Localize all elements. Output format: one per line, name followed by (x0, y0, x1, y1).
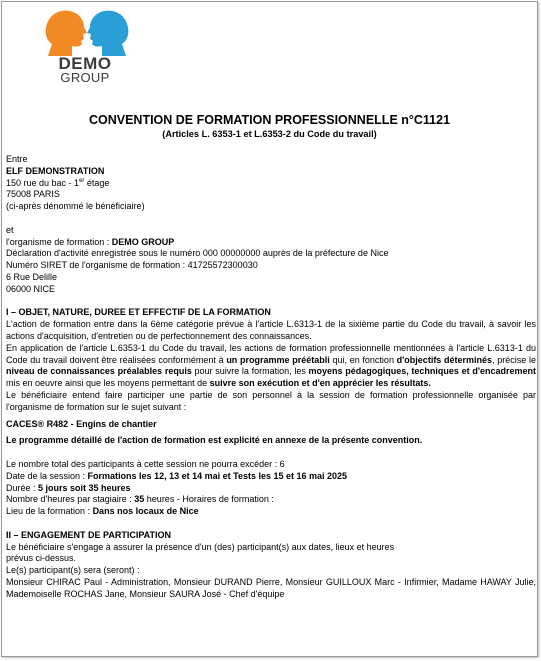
logo-wordmark (45, 54, 125, 85)
section-2-heading: II – ENGAGEMENT DE PARTICIPATION (6, 529, 172, 540)
course-title: CACES® R482 - Engins de chantier (6, 418, 157, 429)
training-org: l'organisme de formation : DEMO GROUP (6, 236, 175, 247)
beneficiary-designation: (ci-après dénommé le bénéficiaire) (6, 201, 145, 212)
document-title: CONVENTION DE FORMATION PROFESSIONNELLE n°C1121 (88, 113, 451, 127)
training-location: Lieu de la formation : Dans nos locaux de Nice (6, 506, 199, 517)
document-subtitle: (Articles L. 6353-1 et L.6353-2 du Code du travail) (162, 129, 377, 139)
section-2-paragraph-1b: prévus ci-dessus. (6, 553, 77, 564)
beneficiary-name: ELF DEMONSTRATION (6, 165, 105, 176)
section-1-paragraph-2: En application de l'article L.6353-1 du Code du travail, les actions de formation professionnelle mentionnées à l'article L.6313-1 du Code du travail doivent être réalisées conformément à un programme préétabli qui, en fonction d'objectifs déterminés, précise le niveau de connaissances préalables requis pour suivre la formation, les moyens pédagogiques, techniques et d'encadrement mis en oeuvre ainsi que les moyens permettant de suivre son exécution et d'en apprécier les résultats. (6, 342, 536, 389)
siret-number: Numéro SIRET de l'organisme de formation : 41725572300030 (6, 260, 258, 271)
section-1-heading: I – OBJET, NATURE, DUREE ET EFFECTIF DE LA FORMATION (6, 307, 271, 318)
program-note: Le programme détaillé de l'action de formation est explicité en annexe de la présente convention. (6, 435, 423, 446)
parties-and: et (6, 224, 14, 235)
logo-line1: DEMO (58, 54, 112, 73)
session-dates: Date de la session : Formations les 12, 13 et 14 mai et Tests les 15 et 16 mai 2025 (6, 470, 348, 481)
hours-per-trainee: Nombre d'heures par stagiaire : 35 heures - Horaires de formation : (6, 494, 274, 505)
section-1-paragraph-1: L'action de formation entre dans la 6ème catégorie prévue à l'article L.6313-1 de la sixième partie du Code du travail, à savoir les actions d'acquisition, d'entretien ou de perfectionnement des connaissances. (6, 319, 536, 341)
document-page (1, 1, 538, 657)
activity-declaration: Déclaration d'activité enregistrée sous le numéro 000 00000000 auprès de la préfecture de Nice (6, 248, 389, 259)
section-2-paragraph-1: Le bénéficiaire s'engage à assurer la présence d'un (des) participant(s) aux dates, lieux et heures (6, 541, 395, 552)
two-heads-logo-icon (42, 6, 132, 61)
parties-intro: Entre (6, 154, 28, 164)
section-1-paragraph-3: Le bénéficiaire entend faire participer une partie de son personnel à la session de formation professionnelle organisée par l'organisme de formation sur le sujet suivant : (6, 389, 536, 412)
beneficiary-city: 75008 PARIS (6, 189, 60, 200)
beneficiary-address: 150 rue du bac - 1er étage (6, 177, 110, 188)
session-duration: Durée : 5 jours soit 35 heures (6, 482, 131, 493)
section-2-participants-label: Le(s) participant(s) sera (seront) : (6, 565, 140, 576)
participants-list: Monsieur CHIRAC Paul - Administration, Monsieur DURAND Pierre, Monsieur GUILLOUX Marc - Infirmier, Madame HAWAY Julie, Mademoiselle ROCHAS Jane, Monsieur SAURA José - Chef d'équipe (6, 576, 536, 599)
participants-total: Le nombre total des participants à cette session ne pourra excéder : 6 (6, 458, 285, 469)
logo-line2: GROUP (60, 70, 110, 85)
document-body (6, 154, 536, 600)
org-street: 6 Rue Delille (6, 271, 58, 282)
org-city: 06000 NICE (6, 283, 56, 294)
